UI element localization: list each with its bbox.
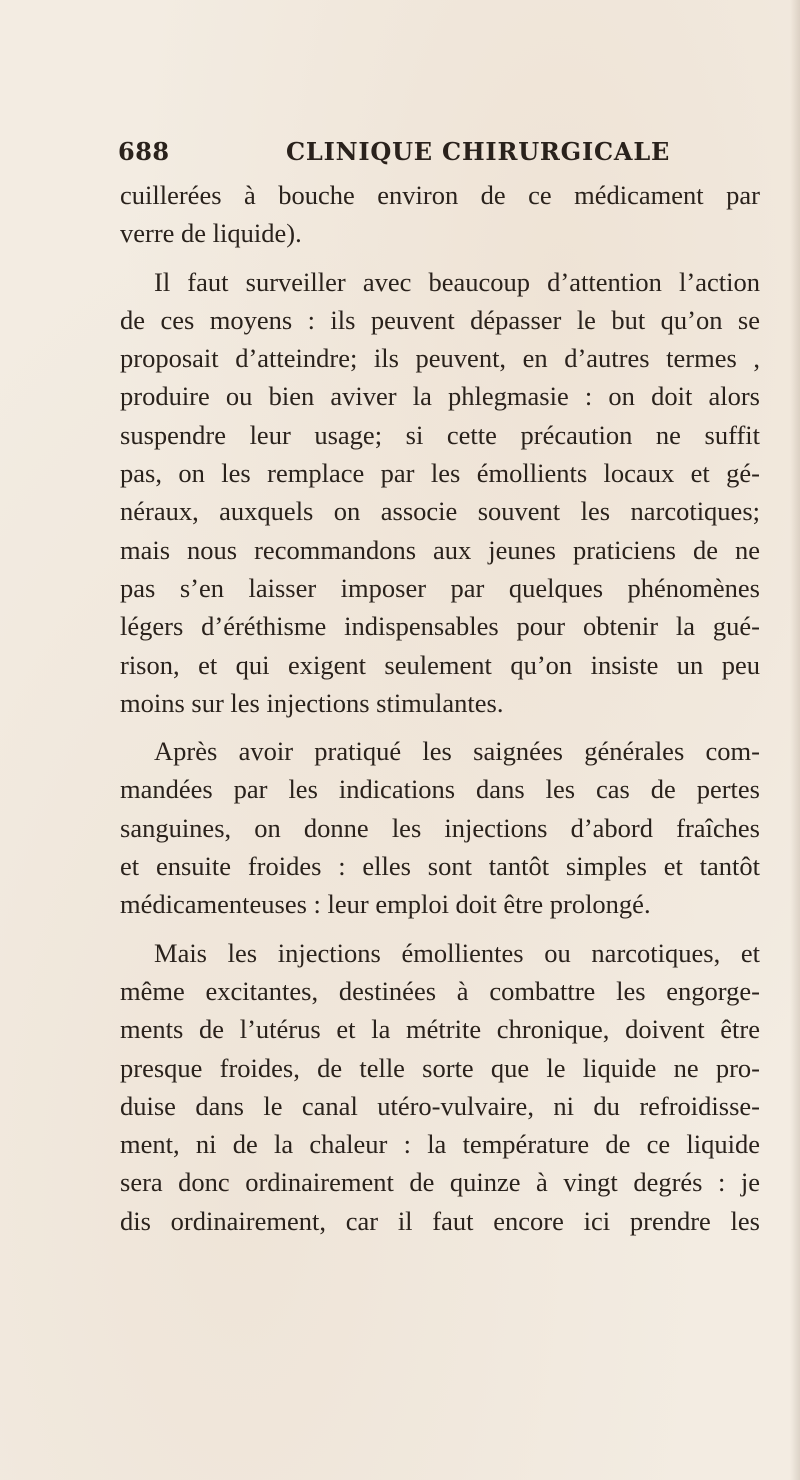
body-text	[120, 176, 760, 1250]
text-line: sera donc ordinairement de quinze à vingt degrés : je	[120, 1167, 760, 1198]
text-line: sanguines, on donne les injections d’abord fraîches	[120, 812, 760, 843]
text-line: Après avoir pratiqué les saignées générales com-	[154, 736, 760, 767]
text-line: mais nous recommandons aux jeunes praticiens de ne	[120, 534, 760, 565]
text-line: produire ou bien aviver la phlegmasie : on doit alors	[120, 381, 760, 412]
text-line: presque froides, de telle sorte que le liquide ne pro-	[120, 1052, 760, 1083]
text-line: pas, on les remplace par les émollients locaux et gé-	[120, 458, 760, 489]
text-line: mandées par les indications dans les cas de pertes	[120, 774, 760, 805]
text-line: ment, ni de la chaleur : la température de ce liquide	[120, 1129, 760, 1160]
text-line: verre de liquide).	[120, 218, 302, 249]
text-line: rison, et qui exigent seulement qu’on insiste un peu	[120, 649, 760, 680]
text-line: même excitantes, destinées à combattre les engorge-	[120, 975, 760, 1006]
paragraph	[120, 263, 760, 723]
paragraph	[120, 934, 760, 1240]
text-line: proposait d’atteindre; ils peuvent, en d’autres termes ,	[120, 343, 760, 374]
text-line: néraux, auxquels on associe souvent les narcotiques;	[120, 496, 760, 527]
text-line: pas s’en laisser imposer par quelques phénomènes	[120, 572, 760, 603]
text-line: Il faut surveiller avec beaucoup d’attention l’action	[154, 266, 760, 297]
text-line: dis ordinairement, car il faut encore ici prendre les	[120, 1205, 760, 1236]
running-title: CLINIQUE CHIRURGICALE	[286, 137, 671, 166]
page-number: 688	[118, 137, 170, 166]
text-line: cuillerées à bouche environ de ce médicament par	[120, 180, 760, 210]
text-line: légers d’éréthisme indispensables pour obtenir la gué-	[120, 611, 760, 642]
paragraph	[120, 176, 760, 253]
text-line: médicamenteuses : leur emploi doit être prolongé.	[120, 889, 651, 920]
text-line: et ensuite froides : elles sont tantôt simples et tantôt	[120, 851, 760, 882]
text-line: Mais les injections émollientes ou narcotiques, et	[154, 937, 760, 968]
text-line: duise dans le canal utéro-vulvaire, ni du refroidisse-	[120, 1090, 760, 1121]
page-header	[118, 137, 758, 171]
page-edge-shadow	[790, 0, 800, 1480]
text-line: moins sur les injections stimulantes.	[120, 687, 504, 718]
text-line: suspendre leur usage; si cette précaution ne suffit	[120, 419, 760, 450]
text-line: de ces moyens : ils peuvent dépasser le but qu’on se	[120, 304, 760, 335]
paragraph	[120, 732, 760, 923]
text-line: ments de l’utérus et la métrite chronique, doivent être	[120, 1014, 760, 1045]
